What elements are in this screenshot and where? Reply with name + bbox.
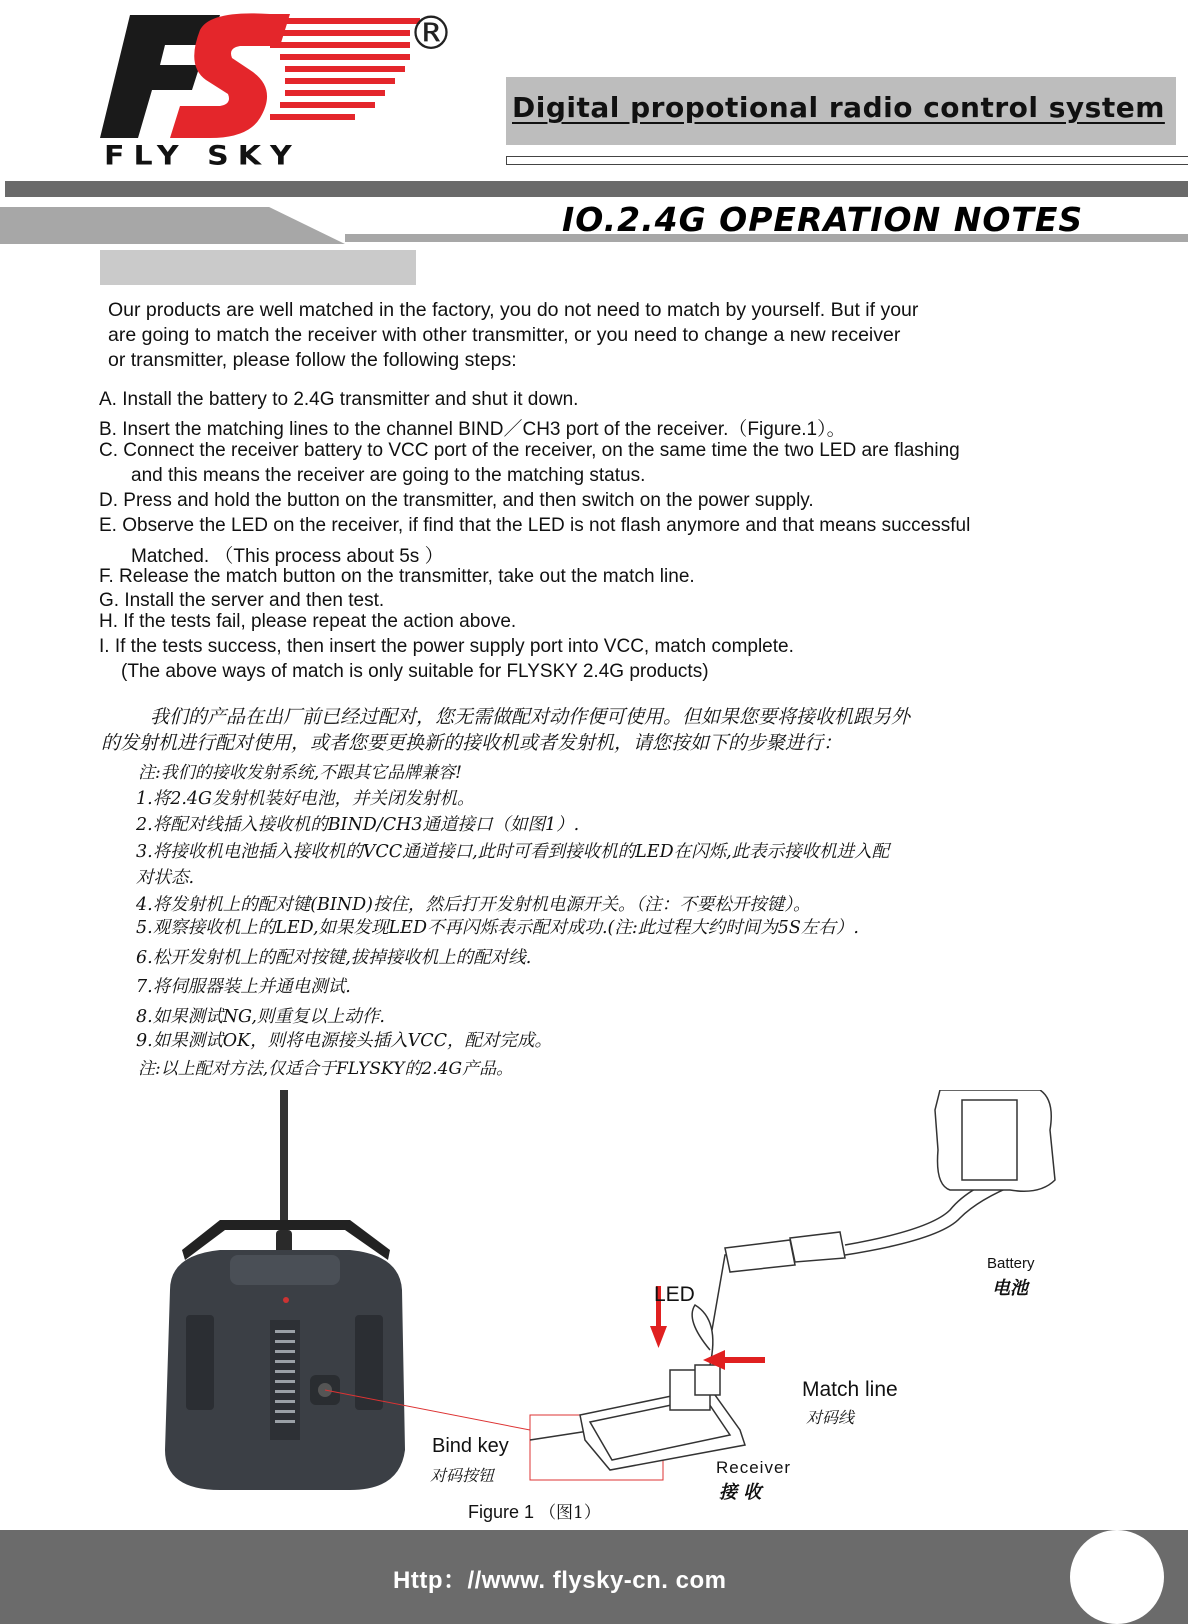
figure-caption bbox=[468, 1498, 601, 1523]
figure-1-illustration bbox=[150, 1090, 1090, 1490]
bind-key-label: Bind key bbox=[432, 1435, 509, 1457]
transmitter-image bbox=[165, 1090, 405, 1490]
step-f: F. Release the match button on the transmitter, take out the match line. bbox=[99, 566, 695, 587]
cn-step-cont: 对状态. bbox=[136, 868, 195, 888]
cn-step: 2.将配对线插入接收机的BIND/CH3通道接口（如图1）. bbox=[136, 815, 580, 835]
cn-intro-line: 的发射机进行配对使用，或者您要更换新的接收机或者发射机，请您按如下的步聚进行： bbox=[101, 732, 843, 754]
figure-caption-cn: （图1） bbox=[539, 1503, 601, 1523]
header-rule bbox=[506, 156, 1188, 165]
step-g: G. Install the server and then test. bbox=[99, 590, 385, 611]
cn-step: 1.将2.4G发射机装好电池，并关闭发射机。 bbox=[136, 789, 475, 809]
step-e: E. Observe the LED on the receiver, if find that the LED is not flash anymore and that means successful bbox=[99, 515, 971, 536]
step-h: H. If the tests fail, please repeat the action above. bbox=[99, 611, 517, 632]
intro-line: Our products are well matched in the factory, you do not need to match by yourself. But if your bbox=[108, 299, 919, 321]
footer-website-link[interactable]: Http：//www. flysky-cn. com bbox=[393, 1567, 727, 1594]
logo-brand-text: FLY SKY bbox=[104, 140, 301, 172]
cn-intro-line: 我们的产品在出厂前已经过配对，您无需做配对动作便可使用。但如果您要将接收机跟另外 bbox=[150, 706, 911, 728]
page-number-circle bbox=[1070, 1530, 1164, 1624]
cn-step: 7.将伺服器装上并通电测试. bbox=[136, 977, 351, 997]
cn-step: 6.松开发射机上的配对按键,拔掉接收机上的配对线. bbox=[136, 948, 532, 968]
step-a: A. Install the battery to 2.4G transmitter and shut it down. bbox=[99, 389, 579, 410]
flysky-logo bbox=[100, 10, 430, 150]
step-d: D. Press and hold the button on the transmitter, and then switch on the power supply. bbox=[99, 490, 814, 511]
figure-caption-en: Figure 1 bbox=[468, 1502, 535, 1522]
cn-step: 3.将接收机电池插入接收机的VCC通道接口,此时可看到接收机的LED在闪烁,此表示接收机进入配 bbox=[136, 842, 890, 862]
match-line-label: Match line bbox=[802, 1378, 898, 1401]
cn-step: 8.如果测试NG,则重复以上动作. bbox=[136, 1007, 385, 1027]
intro-paragraph bbox=[108, 298, 1068, 373]
section-tab-shape bbox=[0, 207, 345, 244]
step-c-cont: and this means the receiver are going to the matching status. bbox=[131, 465, 646, 486]
cn-step: 9.如果测试OK，则将电源接头插入VCC，配对完成。 bbox=[136, 1031, 553, 1051]
header-title: Digital propotional radio control system bbox=[512, 91, 1165, 124]
receiver-label-cn: 接 收 bbox=[719, 1482, 762, 1503]
battery-label: Battery bbox=[987, 1255, 1035, 1272]
receiver-label: Receiver bbox=[716, 1458, 792, 1477]
step-b: B. Insert the matching lines to the channel BIND／CH3 port of the receiver.（Figure.1）。 bbox=[99, 419, 846, 440]
bind-key-label-cn: 对码按钮 bbox=[430, 1466, 495, 1485]
header-dark-bar bbox=[5, 181, 1188, 197]
step-c: C. Connect the receiver battery to VCC port of the receiver, on the same time the two LED are flashing bbox=[99, 440, 960, 461]
step-note: (The above ways of match is only suitable for FLYSKY 2.4G products) bbox=[121, 661, 709, 682]
led-label: LED bbox=[654, 1283, 695, 1306]
battery-label-cn: 电池 bbox=[992, 1278, 1028, 1299]
step-e-cont: Matched. （This process about 5s ） bbox=[131, 546, 444, 567]
receiver-drawing bbox=[530, 1090, 1055, 1470]
section-label-box bbox=[100, 250, 416, 285]
intro-line: or transmitter, please follow the following steps: bbox=[108, 349, 517, 371]
cn-note: 注:以上配对方法,仅适合于FLYSKY的2.4G产品。 bbox=[138, 1059, 514, 1079]
cn-step: 5.观察接收机上的LED,如果发现LED不再闪烁表示配对成功.(注:此过程大约时间为5S左右）. bbox=[136, 918, 859, 938]
cn-step: 4.将发射机上的配对键(BIND)按住，然后打开发射机电源开关。（注：不要松开按键）。 bbox=[136, 895, 811, 915]
match-line-label-cn: 对码线 bbox=[806, 1408, 855, 1427]
step-i: I. If the tests success, then insert the power supply port into VCC, match complete. bbox=[99, 636, 794, 657]
intro-line: are going to match the receiver with other transmitter, or you need to change a new receiver bbox=[108, 324, 901, 346]
registered-mark: ® bbox=[408, 6, 454, 60]
operation-notes-title: IO.2.4G OPERATION NOTES bbox=[562, 200, 1084, 239]
cn-note: 注:我们的接收发射系统,不跟其它品牌兼容! bbox=[138, 763, 462, 783]
